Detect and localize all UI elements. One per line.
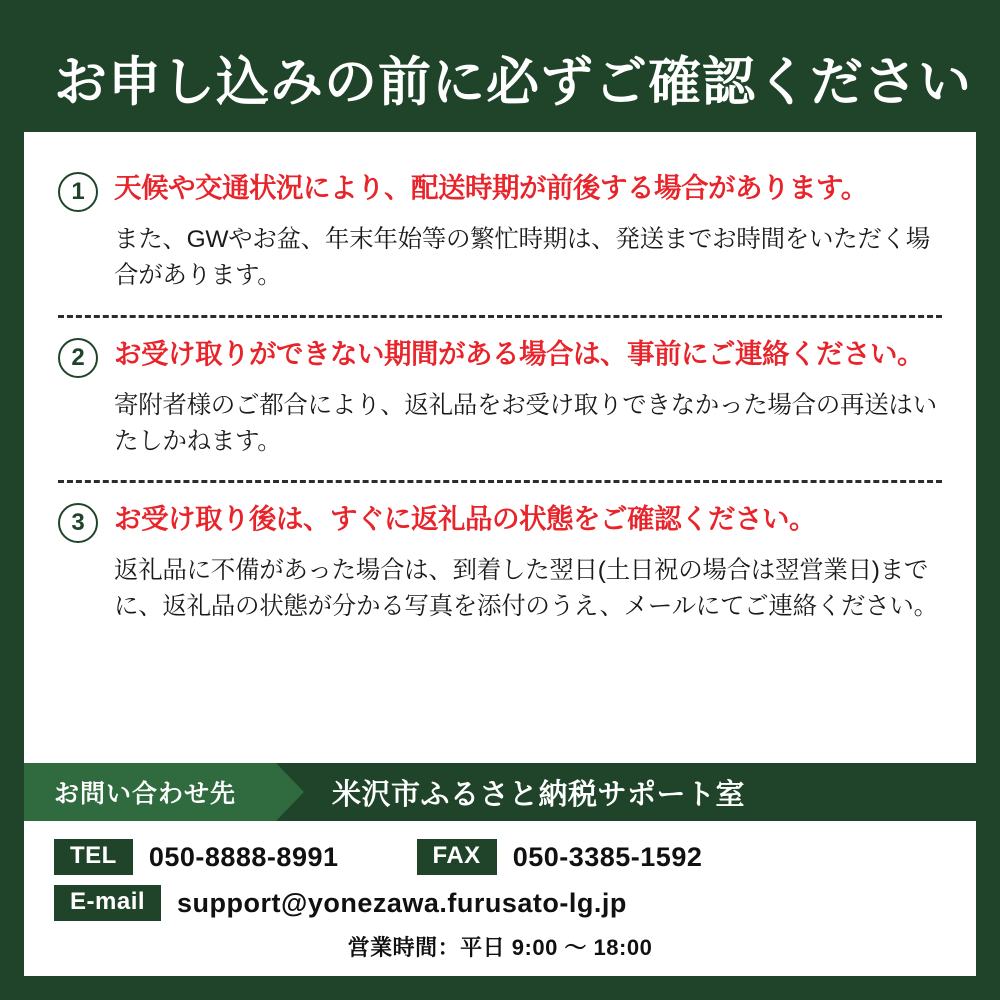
fax-value: 050-3385-1592 [512, 841, 703, 872]
tel-value[interactable]: 050-8888-8991 [148, 841, 339, 872]
notice-number-badge: 1 [58, 172, 98, 212]
notice-heading [58, 170, 942, 212]
notice-body: 返礼品に不備があった場合は、到着した翌日(土日祝の場合は翌営業日)までに、返礼品の状態が分かる写真を添付のうえ、メールにてご連絡ください。 [114, 557, 938, 621]
divider [58, 315, 942, 318]
contact-department: 米沢市ふるさと納税サポート室 [332, 778, 746, 811]
contact-strip [24, 763, 976, 821]
phone-row [54, 839, 946, 875]
header [24, 24, 976, 132]
notice-item-2 [58, 336, 942, 461]
contact-label: お問い合わせ先 [24, 763, 276, 821]
notice-body: また、GWやお盆、年末年始等の繁忙時期は、発送までお時間をいただく場合があります。 [114, 226, 930, 290]
notice-card [24, 24, 976, 976]
notice-title: 天候や交通状況により、配送時期が前後する場合があります。 [114, 172, 868, 203]
notice-title: お受け取り後は、すぐに返礼品の状態をご確認ください。 [114, 503, 816, 534]
tel-label: TEL [54, 839, 133, 875]
spacer [58, 626, 942, 754]
fax-label: FAX [417, 839, 497, 875]
business-hours: 営業時間：平日 9:00 〜 18:00 [347, 935, 653, 960]
email-label: E-mail [54, 885, 161, 921]
notice-number-badge: 3 [58, 503, 98, 543]
notice-body: 寄附者様のご都合により、返礼品をお受け取りできなかった場合の再送はいたしかねます。 [114, 391, 937, 455]
notice-list [24, 132, 976, 763]
contact-details [24, 821, 976, 976]
notice-item-1 [58, 170, 942, 295]
notice-heading [58, 336, 942, 378]
fax-group [417, 839, 703, 875]
notice-title: お受け取りができない期間がある場合は、事前にご連絡ください。 [114, 337, 924, 369]
notice-heading [58, 501, 942, 543]
notice-number-badge: 2 [58, 338, 98, 378]
email-value[interactable]: support@yonezawa.furusato-lg.jp [177, 887, 627, 918]
email-row [54, 885, 946, 921]
divider [58, 480, 942, 483]
page-title: お申し込みの前に必ずご確認ください [54, 53, 972, 112]
notice-item-3 [58, 501, 942, 626]
